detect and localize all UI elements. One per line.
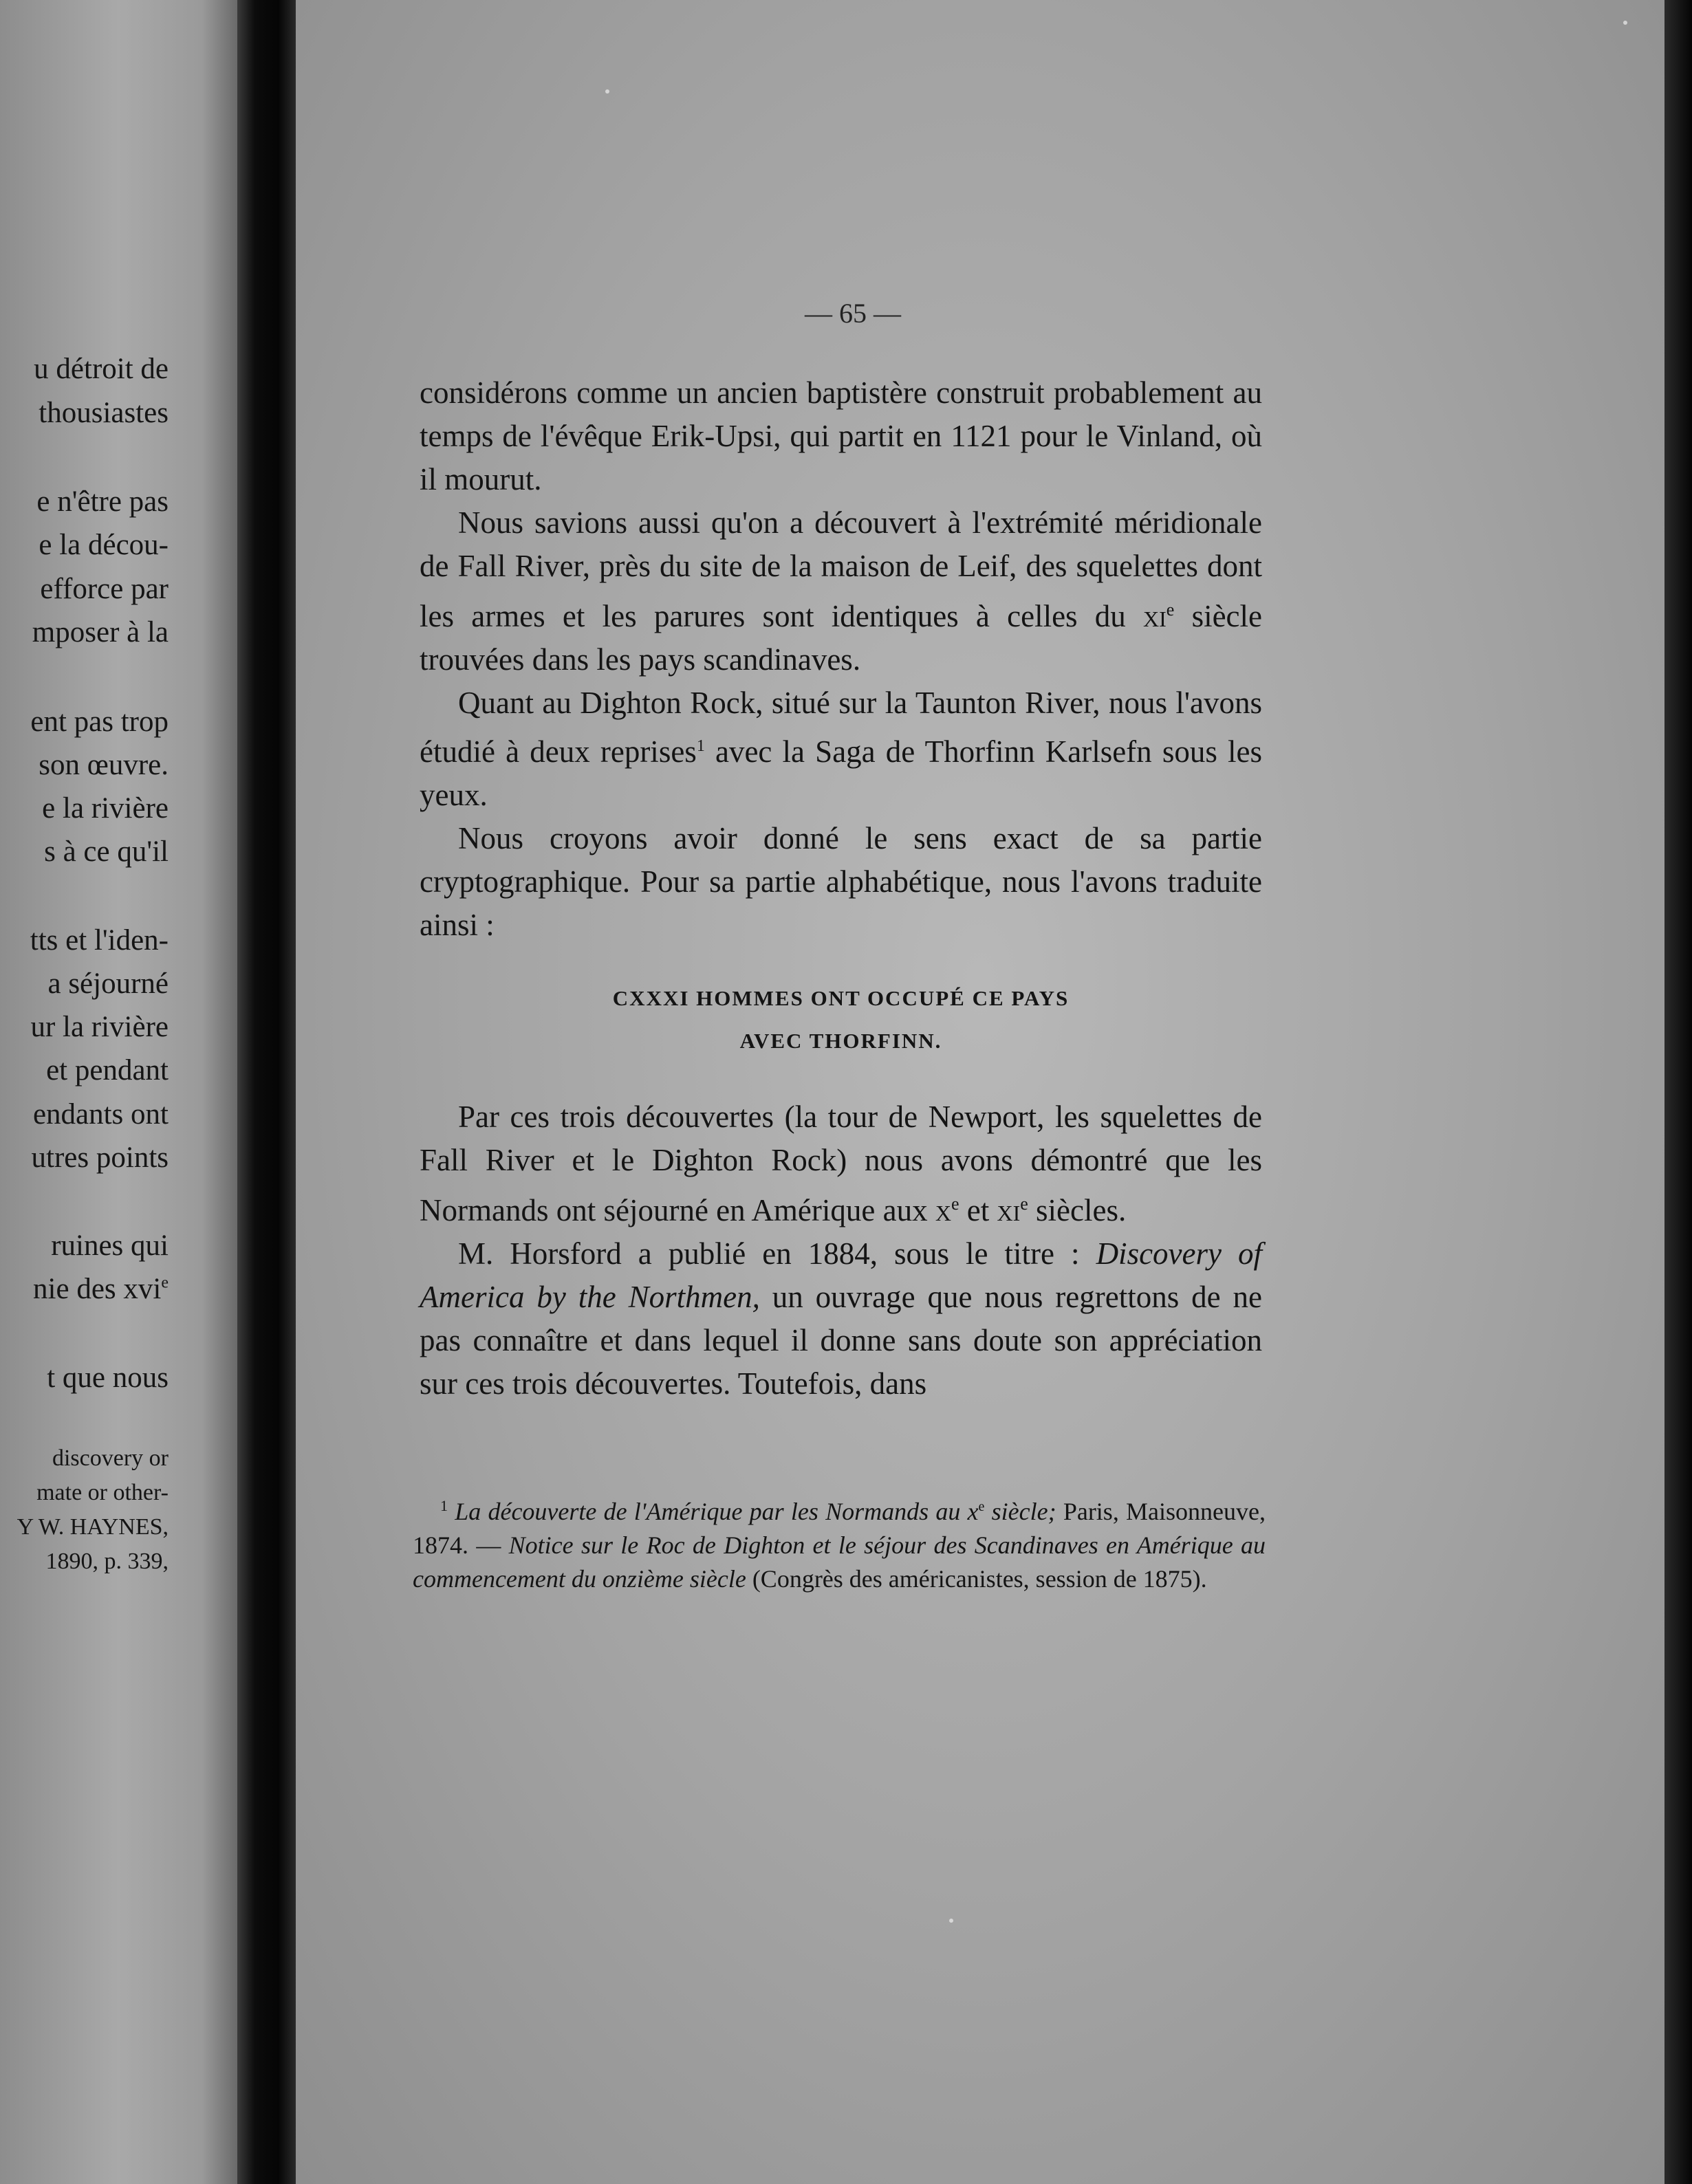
footnote-ref: 1 xyxy=(696,737,705,755)
left-line: efforce par xyxy=(40,573,169,605)
left-note-line: Y W. HAYNES, xyxy=(17,1514,169,1540)
left-line: ent pas trop xyxy=(30,706,169,738)
left-note-line: mate or other- xyxy=(36,1480,169,1505)
scan-speck xyxy=(1623,21,1627,25)
left-line: t que nous xyxy=(47,1362,169,1394)
scan-speck xyxy=(949,1919,953,1923)
left-line: endants ont xyxy=(32,1098,169,1131)
scan-speck xyxy=(605,89,609,94)
book-title: Discovery of America by the Northmen, xyxy=(420,1236,1263,1314)
left-line: utres points xyxy=(31,1142,169,1174)
book-gutter xyxy=(237,0,296,2184)
inscription-line: AVEC THORFINN. xyxy=(739,1029,942,1053)
left-line: son œuvre. xyxy=(39,749,169,781)
paragraph-3: Quant au Dighton Rock, situé sur la Taunton River, nous l'avons étudié à deux reprises$^1$ avec la Saga de Thorfinn Karlsefn sous les yeux. xyxy=(420,686,1262,812)
inscription-line: CXXXI HOMMES ONT OCCUPÉ CE PAYS xyxy=(612,986,1070,1010)
left-note-line: 1890, p. 339, xyxy=(45,1549,169,1574)
left-page-fragment xyxy=(0,0,237,2184)
left-line: et pendant xyxy=(46,1054,169,1086)
paragraph-5: Par ces trois découvertes (la tour de Newport, les squelettes de Fall River et le Dighton Rock) nous avons démontré que les Normands ont séjourné en Amérique aux $x^e$ et $xi^e$ siècles. xyxy=(420,1100,1262,1227)
paragraph-2: Nous savions aussi qu'on a découvert à l'extrémité méridionale de Fall River, près du site de la maison de Leif, des squelettes dont les armes et les parures sont identiques à celles du $xi^e$ siècle trouvées dans les pays scandinaves. xyxy=(420,505,1263,677)
inscription-translation xyxy=(420,977,1262,1062)
page-edge-shadow xyxy=(1664,0,1692,2184)
left-line: tts et l'iden- xyxy=(30,924,169,957)
page-number: — 65 — xyxy=(805,298,901,329)
left-line: u détroit de xyxy=(34,353,169,385)
left-line: e la rivière xyxy=(42,792,169,825)
left-line: e la décou- xyxy=(39,529,169,561)
left-line: ruines qui xyxy=(51,1230,169,1262)
left-line: thousiastes xyxy=(39,397,169,429)
main-text xyxy=(420,371,1262,1406)
paragraph-1: considérons comme un ancien baptistère construit probablement au temps de l'évêque Erik-Upsi, qui partit en 1121 pour le Vinland, où il mourut. xyxy=(420,375,1262,496)
footnote-mark: 1 xyxy=(440,1497,448,1514)
left-line: mposer à la xyxy=(32,616,169,648)
left-line: nie des xvi$^e$ xyxy=(33,1273,169,1305)
left-line: s à ce qu'il xyxy=(44,836,169,868)
left-line: ur la rivière xyxy=(30,1011,169,1043)
paragraph-6: M. Horsford a publié en 1884, sous le titre : Discovery of America by the Northmen, un ouvrage que nous regrettons de ne pas connaître et dans lequel il donne sans doute son appréciation sur ces trois découvertes. Toutefois, dans xyxy=(420,1236,1263,1401)
footnote: $^1$ La découverte de l'Amérique par les Normands au $x^e$ siècle; Paris, Maisonneuve, 1874. — Notice sur le Roc de Dighton et le séjour des Scandinaves en Amérique au commencement du onzième siècle (Congrès des américanistes, session de 1875). xyxy=(413,1497,1266,1593)
left-line: e n'être pas xyxy=(36,485,169,518)
paragraph-4: Nous croyons avoir donné le sens exact de sa partie cryptographique. Pour sa partie alphabétique, nous l'avons traduite ainsi : xyxy=(420,821,1262,942)
left-line: a séjourné xyxy=(47,968,169,1000)
left-note-line: discovery or xyxy=(52,1445,169,1471)
